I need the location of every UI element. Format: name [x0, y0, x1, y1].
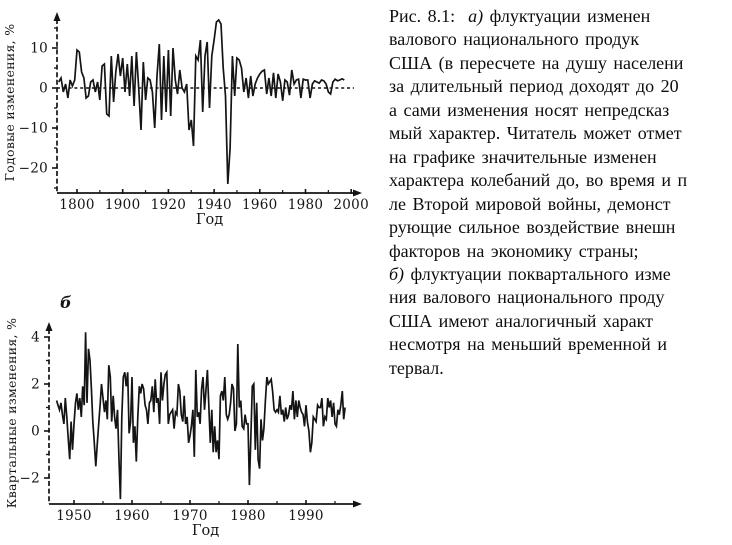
- svg-text:−10: −10: [18, 120, 48, 137]
- svg-text:2000: 2000: [333, 197, 369, 213]
- svg-text:1980: 1980: [230, 508, 266, 524]
- caption-line: США имеют аналогичный характ: [389, 310, 654, 331]
- caption-line: б) флуктуации поквартального изме: [389, 263, 671, 284]
- caption-line: на графике значительные изменен: [389, 146, 657, 167]
- caption-line: рующие сильное воздействие внешн: [389, 217, 676, 238]
- figure-caption: [389, 5, 732, 541]
- svg-text:2: 2: [31, 376, 40, 393]
- svg-text:1920: 1920: [150, 197, 187, 213]
- caption-line: несмотря на меньший временной и: [389, 334, 667, 355]
- svg-text:1960: 1960: [242, 197, 278, 213]
- svg-text:1940: 1940: [196, 197, 232, 213]
- svg-text:1960: 1960: [114, 508, 150, 524]
- caption-line: характера колебаний до, во время и п: [389, 170, 688, 191]
- svg-text:1990: 1990: [288, 508, 324, 524]
- caption-line: США (в пересчете на душу населени: [389, 52, 684, 73]
- svg-text:Годовые изменения, %: Годовые изменения, %: [2, 23, 17, 182]
- caption-line: факторов на экономику страны;: [389, 240, 639, 261]
- caption-line: а сами изменения носят непредсказ: [389, 99, 670, 120]
- svg-text:0: 0: [31, 423, 40, 440]
- svg-text:−2: −2: [19, 470, 40, 487]
- svg-text:10: 10: [30, 40, 48, 57]
- caption-line: ния валового национального проду: [389, 287, 665, 308]
- svg-text:1800: 1800: [59, 197, 95, 213]
- svg-text:Год: Год: [191, 523, 220, 539]
- svg-text:1900: 1900: [104, 197, 141, 213]
- svg-text:0: 0: [39, 80, 48, 97]
- svg-text:1980: 1980: [287, 197, 324, 213]
- svg-text:1970: 1970: [172, 508, 208, 524]
- quarterly-gnp-change-chart: [0, 282, 380, 545]
- svg-text:1950: 1950: [56, 508, 92, 524]
- annual-gnp-change-chart: [0, 0, 380, 245]
- caption-line: тервал.: [389, 357, 444, 378]
- svg-text:−20: −20: [18, 160, 48, 177]
- caption-line: мый характер. Читатель может отмет: [389, 123, 682, 144]
- svg-text:б: б: [60, 293, 72, 312]
- svg-text:Квартальные изменения, %: Квартальные изменения, %: [4, 317, 19, 509]
- svg-text:4: 4: [31, 329, 40, 346]
- caption-line: ле Второй мировой войны, демонст: [389, 193, 671, 214]
- caption-line: Рис. 8.1: а) флуктуации изменен: [389, 6, 651, 26]
- caption-line: валового национального продук: [389, 29, 640, 50]
- caption-line: за длительный период доходят до 20: [389, 76, 679, 97]
- svg-text:Год: Год: [195, 212, 224, 228]
